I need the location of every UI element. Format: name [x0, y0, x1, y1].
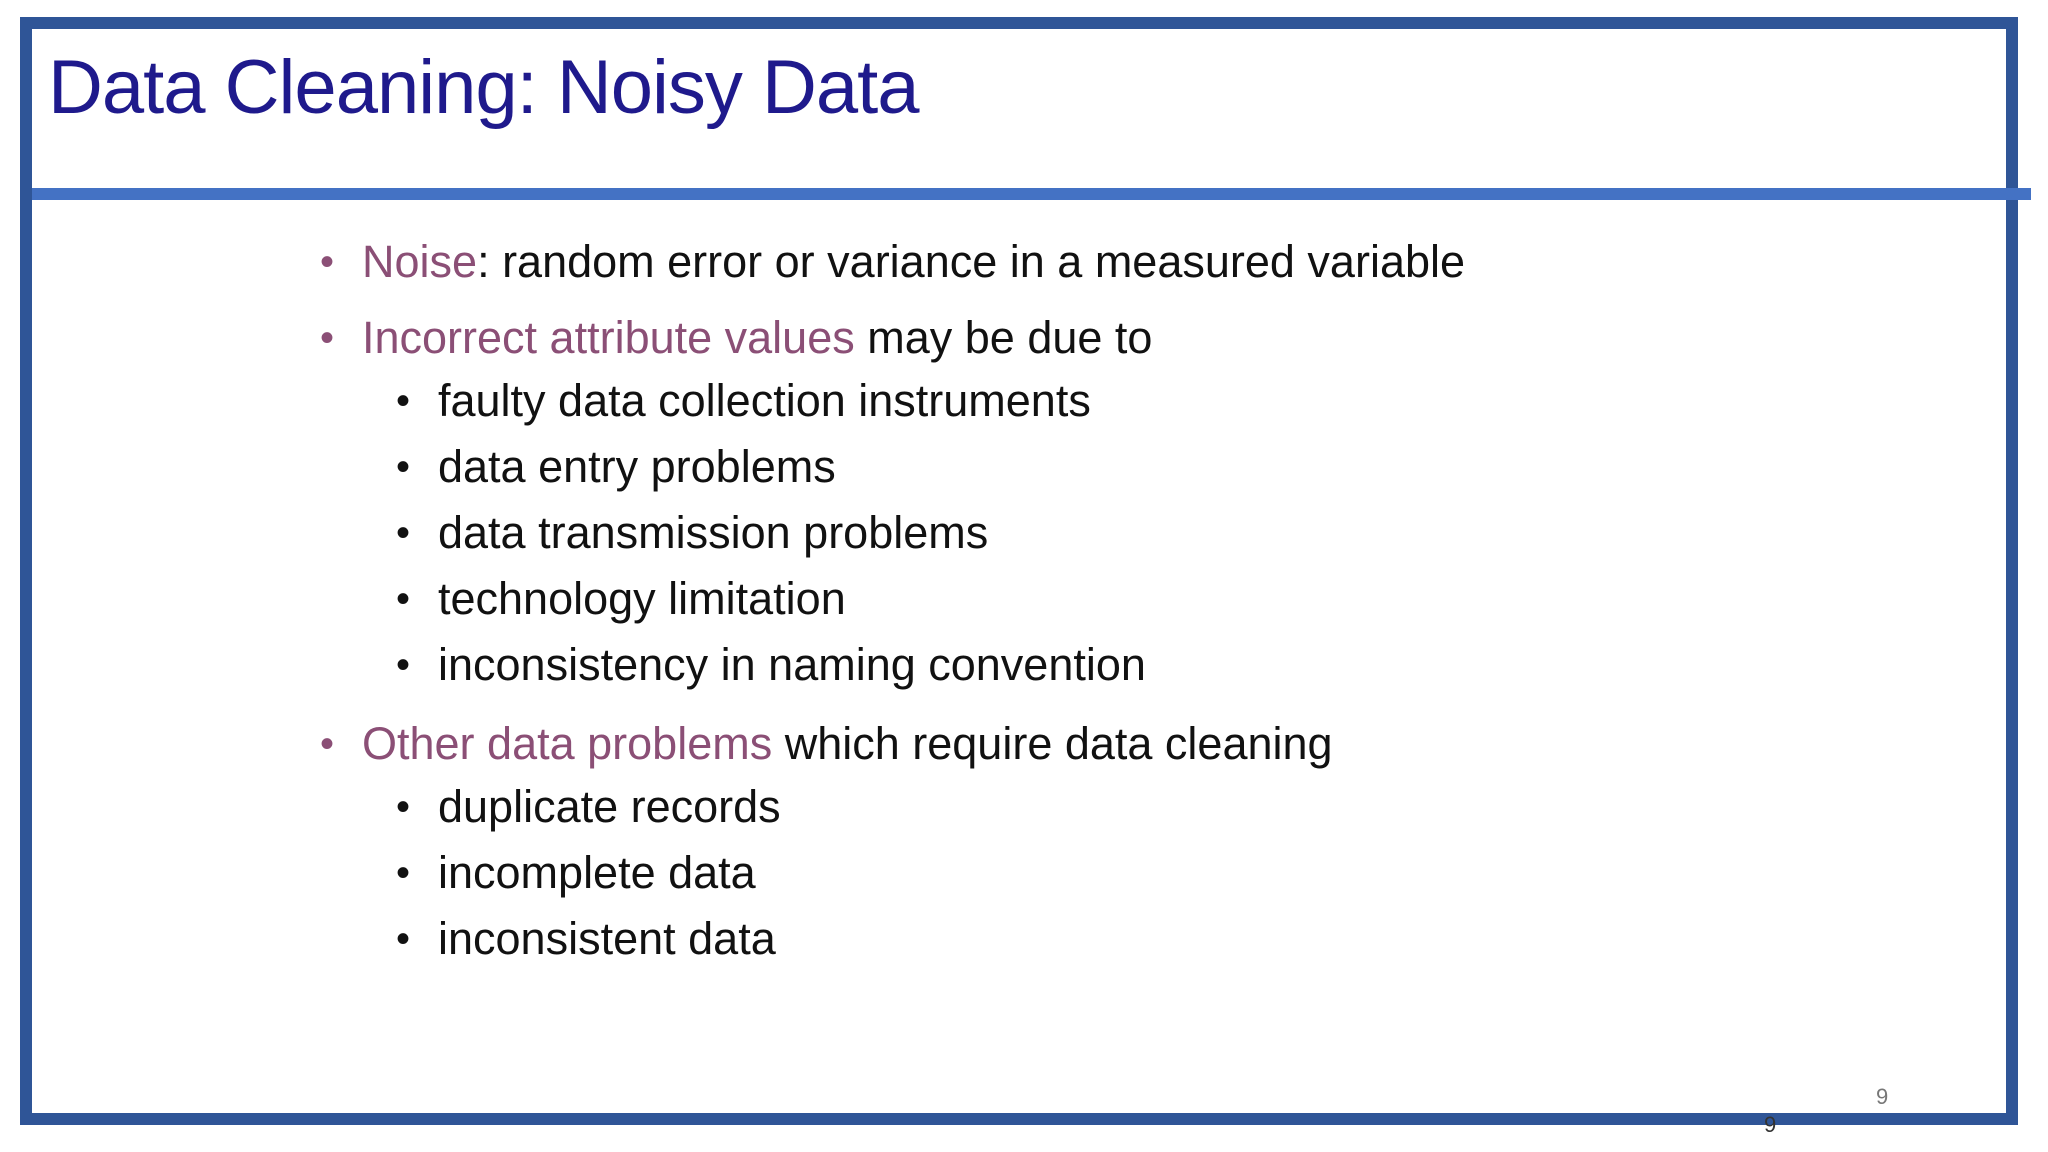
bullet-list — [320, 232, 1920, 972]
sub-bullet-text: faulty data collection instruments — [438, 375, 1091, 426]
bullet-dot-icon: • — [396, 851, 411, 895]
bullet-text: : random error or variance in a measured variable — [477, 236, 1466, 287]
bullet-dot-icon: • — [396, 379, 411, 423]
title-divider — [32, 188, 2031, 200]
sub-bullet — [320, 774, 1920, 840]
bullet-dot-icon: • — [396, 445, 411, 489]
bullet-noise — [320, 232, 1920, 292]
bullet-dot-icon: • — [320, 240, 335, 284]
bullet-other-data-problems — [320, 714, 1920, 774]
sub-bullet — [320, 632, 1920, 698]
sub-bullet-text: inconsistent data — [438, 913, 776, 964]
bullet-text: which require data cleaning — [772, 718, 1333, 769]
footer-page-number: 9 — [1764, 1112, 1777, 1137]
bullet-dot-icon: • — [320, 316, 335, 360]
bullet-dot-icon: • — [396, 511, 411, 555]
sub-bullet-text: inconsistency in naming convention — [438, 639, 1146, 690]
sub-bullet-text: data transmission problems — [438, 507, 989, 558]
bullet-term: Other data problems — [362, 718, 773, 769]
sub-bullet-text: data entry problems — [438, 441, 836, 492]
sub-bullet — [320, 566, 1920, 632]
sub-bullet — [320, 906, 1920, 972]
bullet-term: Noise — [362, 236, 478, 287]
sub-bullet-text: technology limitation — [438, 573, 846, 624]
bullet-dot-icon: • — [396, 917, 411, 961]
bullet-term: Incorrect attribute values — [362, 312, 855, 363]
sub-bullet — [320, 368, 1920, 434]
page-number: 9 — [1876, 1084, 1889, 1109]
bullet-dot-icon: • — [320, 722, 335, 766]
sub-bullet-text: duplicate records — [438, 781, 781, 832]
slide-title: Data Cleaning: Noisy Data — [48, 45, 919, 130]
bullet-dot-icon: • — [396, 643, 411, 687]
sub-bullet — [320, 500, 1920, 566]
sub-bullet — [320, 840, 1920, 906]
sub-bullet-text: incomplete data — [438, 847, 756, 898]
bullet-dot-icon: • — [396, 785, 411, 829]
sub-bullet — [320, 434, 1920, 500]
bullet-dot-icon: • — [396, 577, 411, 621]
bullet-incorrect-attribute-values — [320, 308, 1920, 368]
bullet-text: may be due to — [854, 312, 1153, 363]
